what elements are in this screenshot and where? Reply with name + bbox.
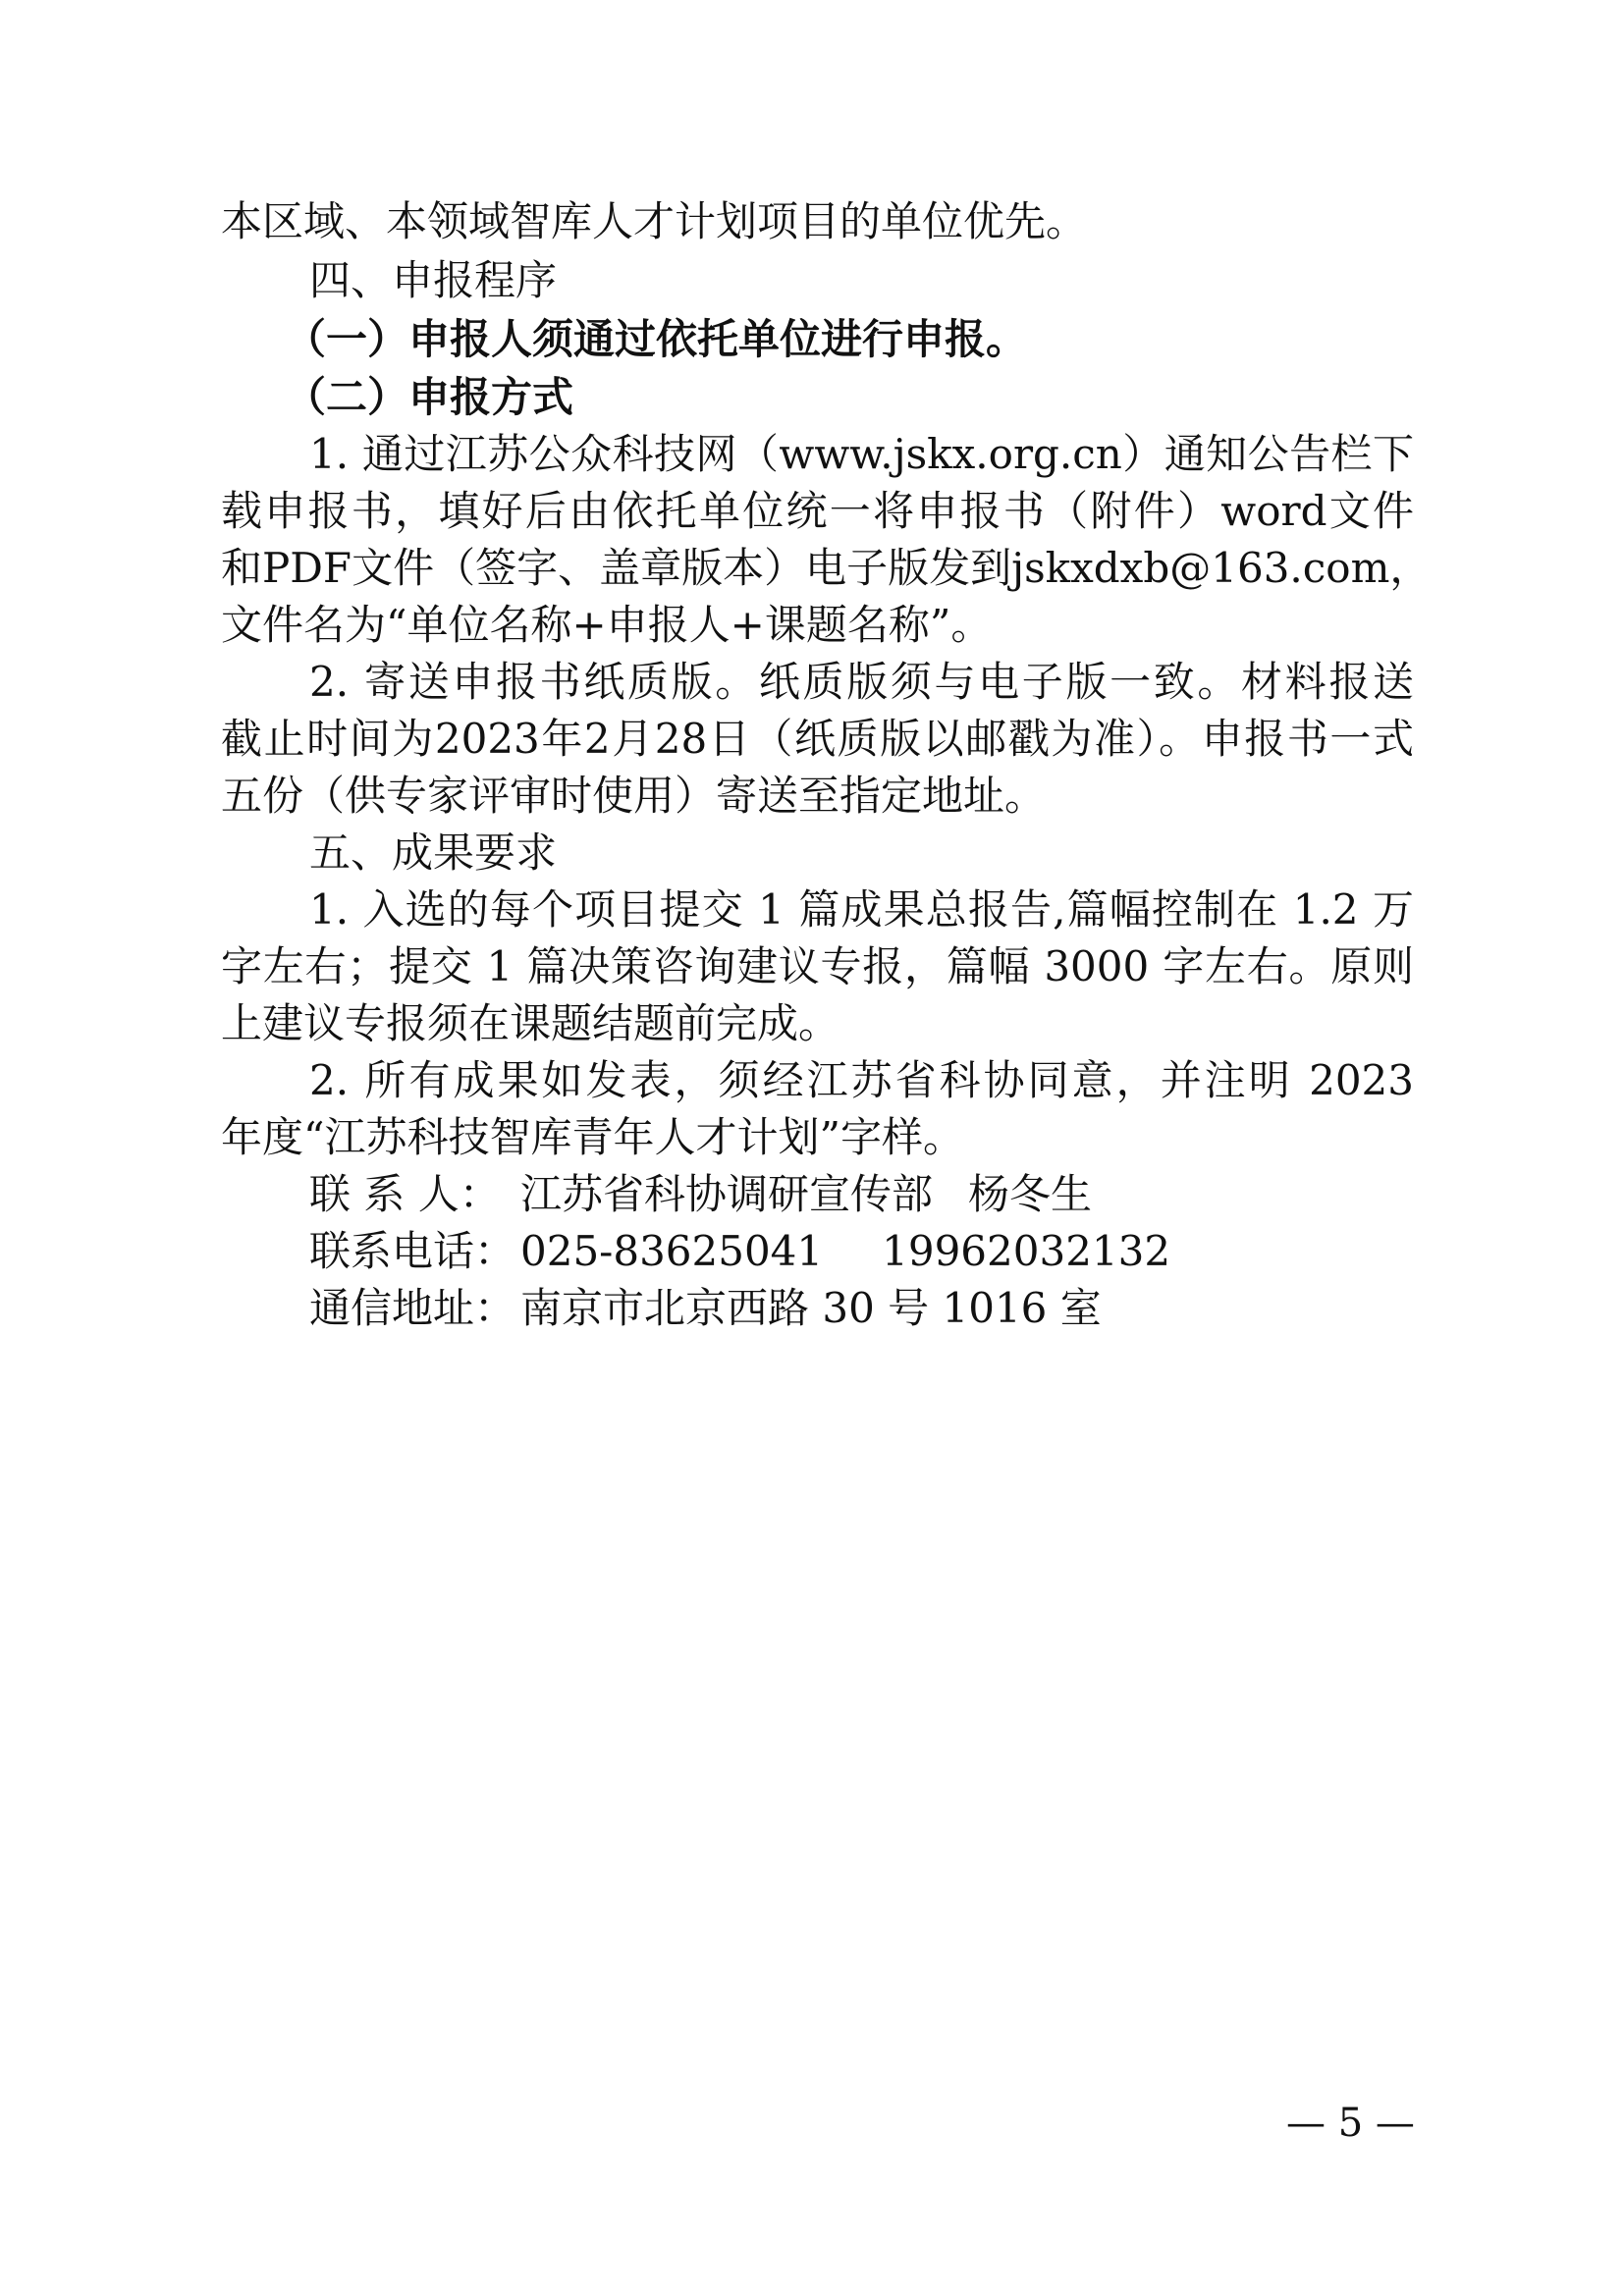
paragraph-line: 2. 所有成果如发表，须经江苏省科协同意，并注明 2023 [309,1056,1414,1104]
contact-phone-label: 联系电话： [309,1227,516,1275]
paragraph-line: 1. 入选的每个项目提交 1 篇成果总报告,篇幅控制在 1.2 万 [309,885,1414,934]
contact-person-line [309,1170,1414,1218]
page-number: — 5 — [1286,2101,1415,2146]
paragraph-line: 载申报书，填好后由依托单位统一将申报书（附件）word文件 [221,487,1414,535]
contact-phone-2: 19962032132 [882,1227,1171,1275]
subsection-heading: （一）申报人须通过依托单位进行申报。 [285,315,1028,363]
paragraph-line: 和PDF文件（签字、盖章版本）电子版发到jskxdxb@163.com， [221,544,1432,592]
contact-phone-1: 025-83625041 [520,1227,824,1275]
contact-person-department: 江苏省科协调研宣传部 [520,1170,934,1218]
contact-address-line [309,1284,1414,1332]
paragraph-line: 本区域、本领域智库人才计划项目的单位优先。 [221,197,1088,245]
contact-person-label: 联 系 人： [309,1170,501,1218]
contact-phone-line [309,1227,1414,1275]
paragraph-line: 截止时间为2023年2月28日（纸质版以邮戳为准）。申报书一式 [221,715,1414,763]
paragraph-line: 1. 通过江苏公众科技网（www.jskx.org.cn）通知公告栏下 [309,430,1414,478]
paragraph-line: 字左右；提交 1 篇决策咨询建议专报，篇幅 3000 字左右。原则 [221,942,1414,990]
section-heading: 四、申报程序 [309,256,558,304]
contact-person-name: 杨冬生 [968,1170,1093,1218]
paragraph-line: 2. 寄送申报书纸质版。纸质版须与电子版一致。材料报送 [309,658,1414,706]
contact-address-value: 南京市北京西路 30 号 1016 室 [520,1284,1102,1332]
paragraph-line: 年度“江苏科技智库青年人才计划”字样。 [221,1113,964,1161]
paragraph-line: 上建议专报须在课题结题前完成。 [221,999,840,1047]
paragraph-line: 文件名为“单位名称+申报人+课题名称”。 [221,601,993,649]
section-heading: 五、成果要求 [309,828,558,877]
contact-address-label: 通信地址： [309,1284,516,1332]
paragraph-line: 五份（供专家评审时使用）寄送至指定地址。 [221,772,1047,820]
subsection-heading: （二）申报方式 [285,373,574,421]
